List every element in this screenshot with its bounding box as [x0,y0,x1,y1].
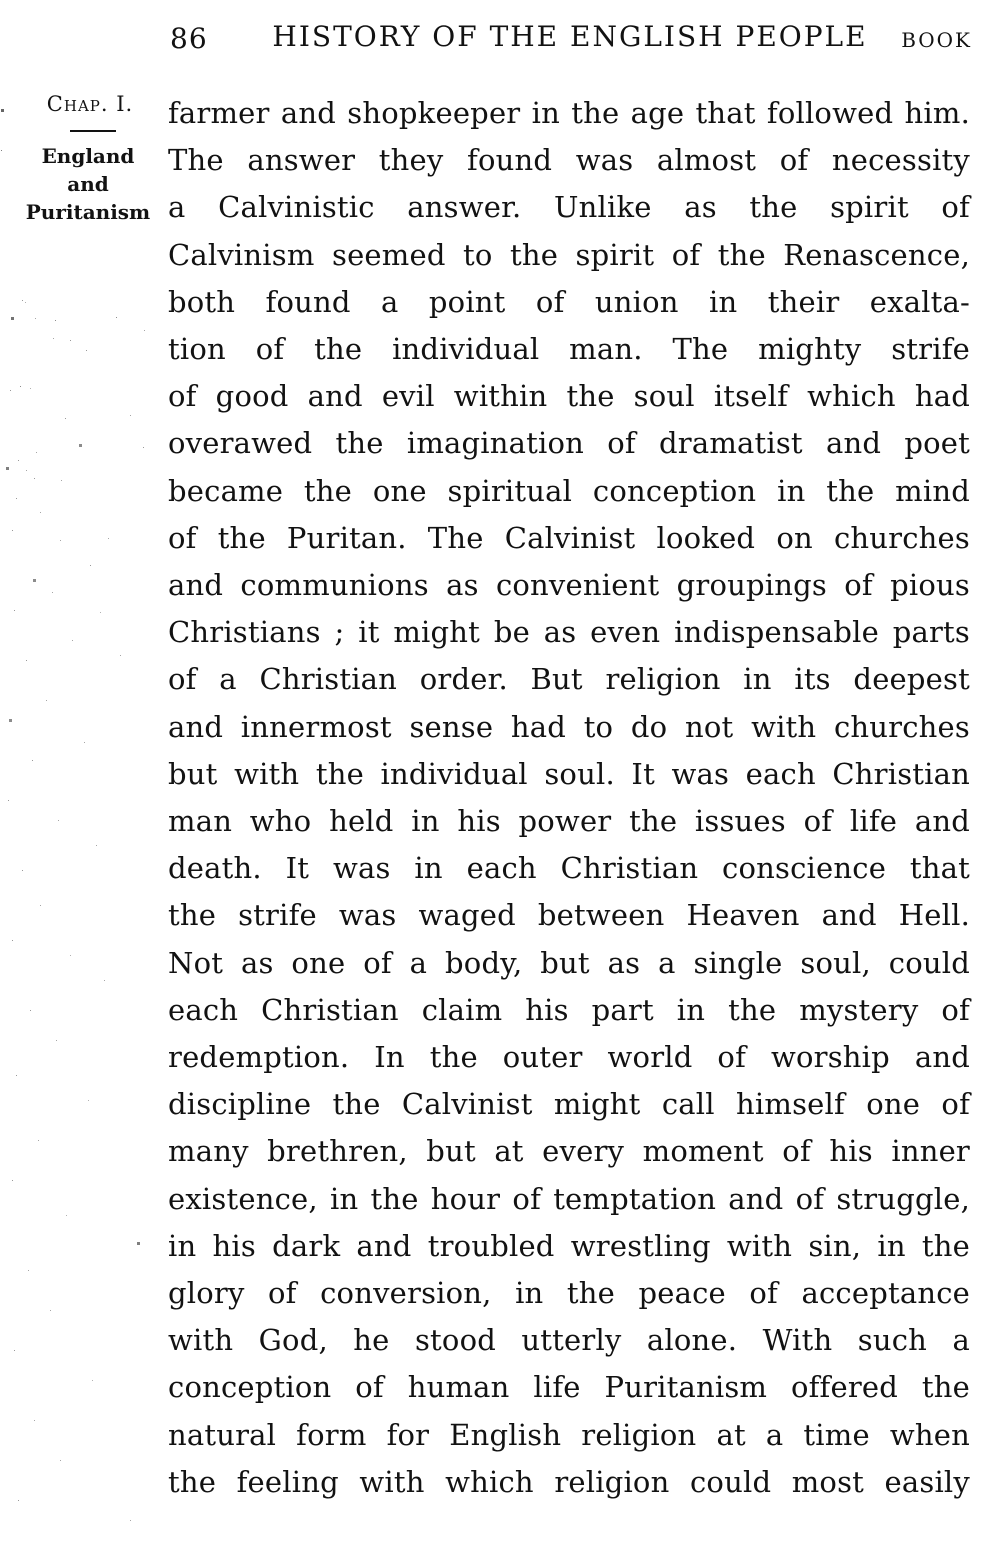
text-line: of good and evil within the soul itself which had [168,379,970,414]
book-label: BOOK [901,28,972,52]
running-title: HISTORY OF THE ENGLISH PEOPLE [272,20,868,53]
body-text [168,90,970,1506]
running-header [168,16,972,56]
text-line: glory of conversion, in the peace of acceptance [168,1276,970,1311]
text-line: of the Puritan. The Calvinist looked on churches [168,520,970,555]
text-line: in his dark and troubled wrestling with sin, in the [168,1228,970,1263]
page-number: 86 [170,22,208,55]
text-line: many brethren, but at every moment of his inner [168,1134,970,1169]
text-line: and innermost sense had to do not with churches [168,709,970,744]
text-line: became the one spiritual conception in the mind [168,473,970,508]
text-line: farmer and shopkeeper in the age that followed him. [168,96,970,130]
section-note-line: and [67,172,109,196]
scan-noise [0,0,1,1]
text-line: conception of human life Puritanism offered the [168,1370,970,1405]
text-line: tion of the individual man. The mighty strife [168,332,970,367]
text-line: Not as one of a body, but as a single soul, could [168,945,970,980]
text-line: and communions as convenient groupings of pious [168,568,970,603]
text-line: Christians ; it might be as even indispensable parts [168,615,970,650]
chapter-note: Chap. I. [46,92,134,116]
text-line: each Christian claim his part in the mystery of [168,992,970,1027]
text-line: existence, in the hour of temptation and of struggle, [168,1181,970,1216]
text-line: natural form for English religion at a time when [168,1417,970,1452]
text-line: the strife was waged between Heaven and Hell. [168,898,970,933]
text-line: a Calvinistic answer. Unlike as the spirit of [168,190,970,225]
text-line: the feeling with which religion could most easily [168,1464,970,1499]
section-note-line: Puritanism [25,200,151,224]
text-line: but with the individual soul. It was each Christian [168,756,970,791]
text-line: Calvinism seemed to the spirit of the Renascence, [168,237,970,272]
text-line: with God, he stood utterly alone. With such a [168,1323,970,1358]
text-line: death. It was in each Christian conscience that [168,851,970,886]
text-line: redemption. In the outer world of worship and [168,1040,970,1075]
text-line: The answer they found was almost of necessity [168,143,970,178]
chapter-rule-divider [70,130,116,132]
text-line: of a Christian order. But religion in its deepest [168,662,970,697]
text-line: discipline the Calvinist might call himself one of [168,1087,970,1122]
text-line: overawed the imagination of dramatist and poet [168,426,970,461]
section-note [0,142,162,226]
section-note-line: England [41,144,135,168]
text-line: both found a point of union in their exalta- [168,284,970,319]
text-line: man who held in his power the issues of life and [168,804,970,839]
margin-notes [0,92,162,226]
